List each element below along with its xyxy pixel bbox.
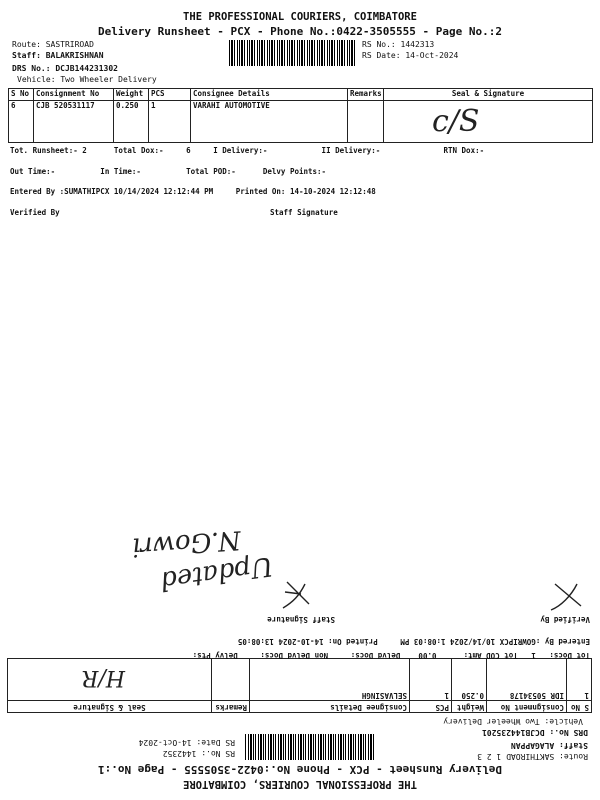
staff-label: Staff: BALAKRISHNAN bbox=[12, 51, 104, 60]
totals-line: Tot. Runsheet:- 2 Total Dox:- 6 I Delivery:- II Delivery:- RTN Dox:- bbox=[10, 146, 485, 155]
drs-number: DRS No.: DCJB144235201 bbox=[482, 728, 588, 737]
col-remarks: Remarks bbox=[348, 89, 384, 101]
cell-consignee: VARAHI AUTOMOTIVE bbox=[191, 101, 348, 143]
drs-number: DRS No.: DCJB144231302 bbox=[12, 64, 118, 73]
cell-consignee: SELVASINGH bbox=[250, 659, 410, 701]
route-label: Route: SAKTHIROAD 1 2 3 bbox=[477, 752, 588, 761]
verified-by-label: Verified By bbox=[10, 208, 60, 217]
col-sno: S No bbox=[9, 89, 34, 101]
entered-by-line: Entered By :SUMATHIPCX 10/14/2024 12:12:44 PM Printed On: 14-10-2024 12:12:48 bbox=[10, 187, 376, 196]
col-remarks: Remarks bbox=[212, 701, 250, 713]
col-consignee: Consignee Details bbox=[191, 89, 348, 101]
col-consignee: Consignee Details bbox=[250, 701, 410, 713]
col-seal: Seal & Signature bbox=[8, 701, 212, 713]
cell-remarks bbox=[212, 659, 250, 701]
verified-by-label: Verified By bbox=[540, 615, 590, 624]
cell-pcs: 1 bbox=[410, 659, 452, 701]
cell-pcs: 1 bbox=[149, 101, 191, 143]
totals-line: Tot Docs: 1 Tot COD Amt: 0.00 Delvd Docs: Non Delvd Docs: Delvy Pts: bbox=[192, 651, 590, 660]
rs-number: RS No.: 1442352 bbox=[162, 749, 235, 758]
col-consignment: Consignment No bbox=[487, 701, 567, 713]
staff-label: Staff: ALAGAPPAN bbox=[510, 741, 588, 750]
rs-number: RS No.: 1442313 bbox=[362, 40, 435, 49]
entered-by-line: Entered By :GOWRIPCX 10/14/2024 1:08:03 PM Printed On: 14-10-2024 13:08:05 bbox=[237, 637, 590, 646]
staff-signature-mark bbox=[275, 574, 315, 614]
barcode bbox=[244, 734, 374, 760]
route-label: Route: SASTRIROAD bbox=[12, 40, 94, 49]
col-pcs: PCS bbox=[410, 701, 452, 713]
verified-signature-mark bbox=[545, 574, 585, 614]
rs-date: RS Date: 14-Oct-2024 bbox=[138, 738, 235, 747]
col-sno: S No bbox=[567, 701, 592, 713]
company-heading: THE PROFESSIONAL COURIERS, COIMBATORE bbox=[183, 778, 417, 790]
cell-weight: 0.250 bbox=[452, 659, 487, 701]
cell-consignment: CJB 520531117 bbox=[34, 101, 114, 143]
vehicle-label: Vehicle: Two Wheeler Delivery bbox=[17, 75, 157, 84]
runsheet-title: Delivery Runsheet - PCX - Phone No.:0422-3505555 - Page No.:2 bbox=[98, 25, 502, 38]
staff-signature-label: Staff Signature bbox=[267, 615, 335, 624]
col-seal: Seal & Signature bbox=[384, 89, 593, 101]
runsheet-title: Delivery Runsheet - PCX - Phone No.:0422-3505555 - Page No.:1 bbox=[98, 763, 502, 776]
handwritten-note-line1: Updated bbox=[158, 550, 275, 596]
col-weight: Weight bbox=[114, 89, 149, 101]
handwritten-seal: H/R bbox=[81, 665, 125, 690]
handwritten-seal: c/S bbox=[432, 104, 480, 139]
cell-consignment: IDR 50534178 bbox=[487, 659, 567, 701]
col-pcs: PCS bbox=[149, 89, 191, 101]
staff-signature-label: Staff Signature bbox=[270, 208, 338, 217]
cell-sno: 1 bbox=[567, 659, 592, 701]
col-weight: Weight bbox=[452, 701, 487, 713]
cell-weight: 0.250 bbox=[114, 101, 149, 143]
time-line: Out Time:- In Time:- Total POD:- Delvy Points:- bbox=[10, 167, 327, 176]
vehicle-label: Vehicle: Two Wheeler Delivery bbox=[443, 717, 583, 726]
rs-date: RS Date: 14-Oct-2024 bbox=[362, 51, 459, 60]
col-consignment: Consignment No bbox=[34, 89, 114, 101]
cell-sno: 6 bbox=[9, 101, 34, 143]
handwritten-note-line2: N.Gowri bbox=[131, 524, 242, 562]
company-heading: THE PROFESSIONAL COURIERS, COIMBATORE bbox=[183, 11, 417, 23]
